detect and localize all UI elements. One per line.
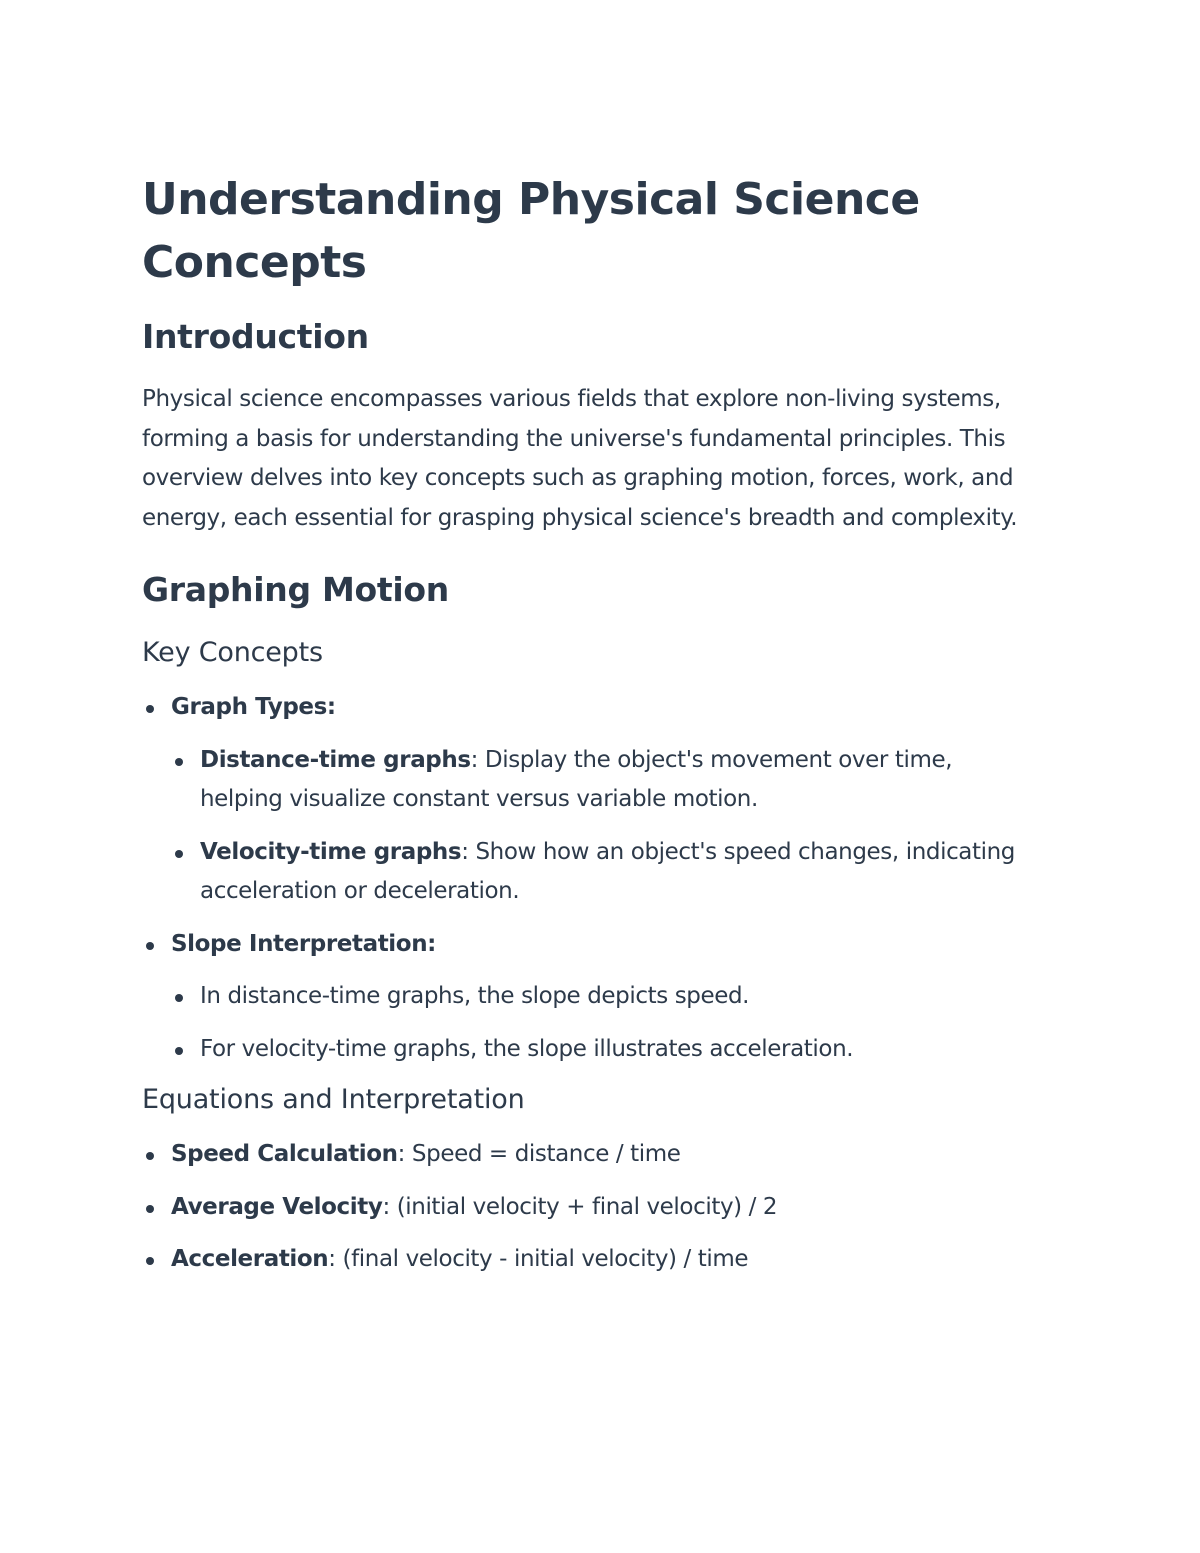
list-item-acceleration bbox=[142, 1240, 1022, 1280]
equations-list bbox=[142, 1135, 1022, 1280]
slope-interpretation-label: Slope Interpretation: bbox=[171, 930, 436, 957]
distance-time-text: : Display the object's movement over time, helping visualize constant versus variable motion. bbox=[200, 746, 953, 812]
speed-calculation-text: : Speed = distance / time bbox=[397, 1141, 681, 1167]
key-concepts-heading: Key Concepts bbox=[142, 637, 323, 668]
introduction-heading: Introduction bbox=[142, 317, 369, 356]
average-velocity-text: : (initial velocity + final velocity) / 2 bbox=[382, 1193, 778, 1220]
speed-calculation-term: Speed Calculation bbox=[171, 1141, 398, 1167]
graphing-motion-heading: Graphing Motion bbox=[142, 570, 449, 609]
velocity-time-term: Velocity-time graphs bbox=[200, 838, 462, 865]
equations-heading: Equations and Interpretation bbox=[142, 1084, 525, 1115]
list-item-slope-velocity: For velocity-time graphs, the slope illustrates acceleration. bbox=[171, 1030, 1022, 1070]
key-concepts-list bbox=[142, 688, 1022, 1069]
graph-types-sublist bbox=[171, 741, 1022, 912]
list-item-speed-calculation bbox=[142, 1135, 1022, 1175]
distance-time-term: Distance-time graphs bbox=[200, 746, 471, 773]
document-page bbox=[142, 168, 1022, 1280]
slope-sublist bbox=[171, 977, 1022, 1069]
introduction-paragraph: Physical science encompasses various fields that explore non-living systems, forming a basis for understanding the universe's fundamental principles. This overview delves into key concepts such as graphing motion, forces, work, and energy, each essential for grasping physical science's breadth and complexity. bbox=[142, 386, 1018, 531]
list-item-graph-types bbox=[142, 688, 1022, 912]
acceleration-text: : (final velocity - initial velocity) / time bbox=[328, 1246, 749, 1272]
list-item-slope-distance: In distance-time graphs, the slope depicts speed. bbox=[171, 977, 1022, 1017]
velocity-time-text: : Show how an object's speed changes, indicating acceleration or deceleration. bbox=[200, 838, 1015, 904]
page-title: Understanding Physical Science Concepts bbox=[142, 174, 920, 288]
list-item-distance-time bbox=[171, 741, 1022, 820]
list-item-slope-interpretation bbox=[142, 925, 1022, 1070]
average-velocity-term: Average Velocity bbox=[171, 1193, 383, 1220]
acceleration-term: Acceleration bbox=[171, 1246, 329, 1272]
list-item-velocity-time bbox=[171, 833, 1022, 912]
list-item-average-velocity bbox=[142, 1188, 1022, 1228]
graph-types-label: Graph Types: bbox=[171, 694, 336, 720]
